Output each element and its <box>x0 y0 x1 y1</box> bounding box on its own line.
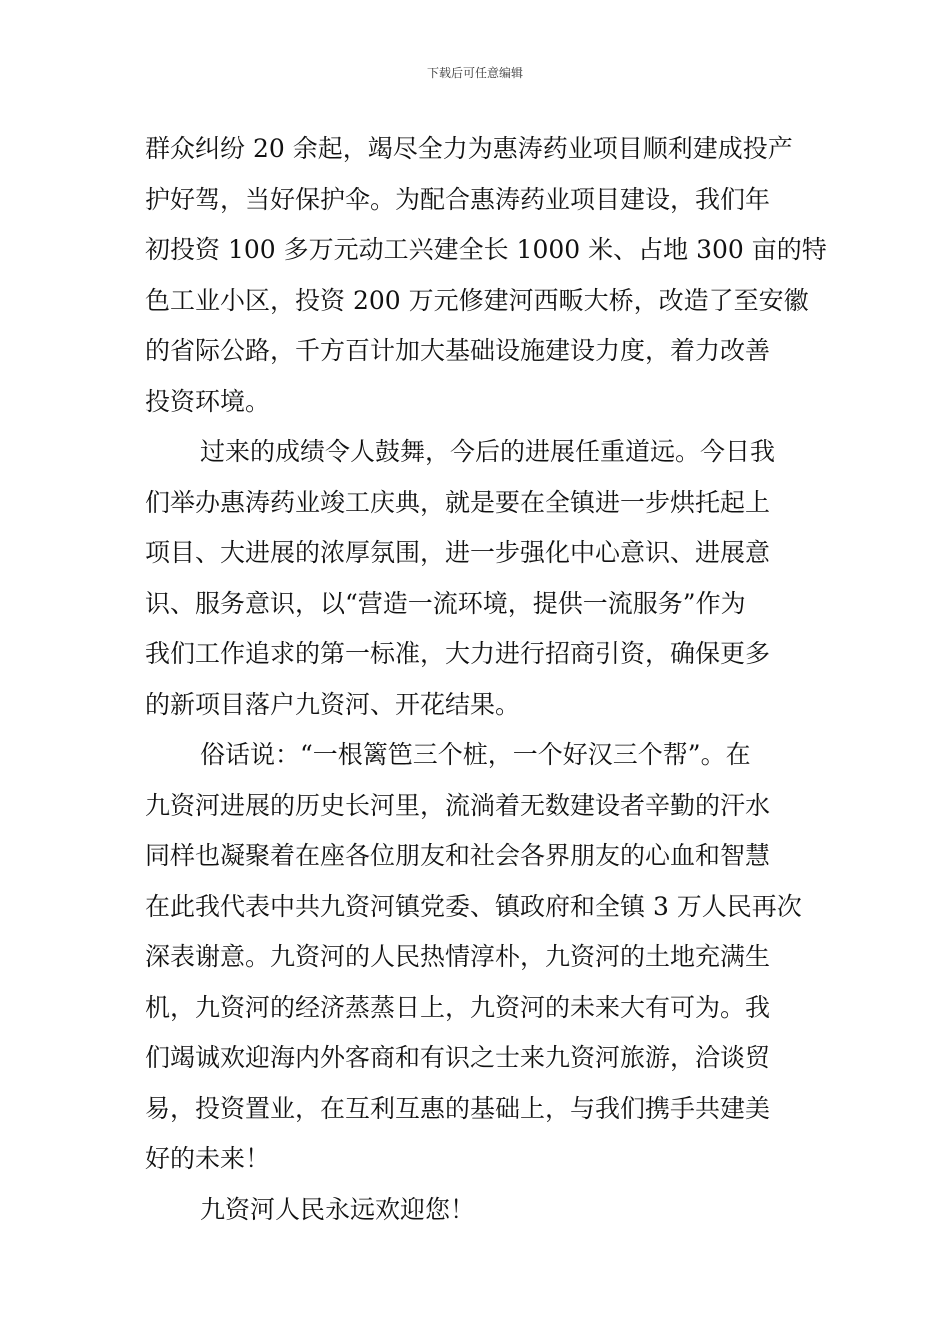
text-line: 护好驾，当好保护伞。为配合惠涛药业项目建设，我们年 <box>145 184 771 214</box>
text-line: 的新项目落户九资河、开花结果。 <box>145 689 521 719</box>
text-line: 群众纠纷 20 余起，竭尽全力为惠涛药业项目顺利建成投产 <box>145 134 793 163</box>
text-line: 们竭诚欢迎海内外客商和有识之士来九资河旅游，洽谈贸 <box>145 1043 771 1072</box>
text-line: 的省际公路，千方百计加大基础设施建设力度，着力改善 <box>145 336 771 365</box>
text-line: 识、服务意识，以“营造一流环境，提供一流服务”作为 <box>145 588 746 618</box>
paragraph-start-line: 俗话说：“一根篱笆三个桩，一个好汉三个帮”。在 <box>200 740 751 769</box>
text-line: 投资环境。 <box>145 386 271 416</box>
page-header: 下载后可任意编辑 <box>426 66 523 80</box>
text-line: 初投资 100 多万元动工兴建全长 1000 米、占地 300 亩的特 <box>145 235 827 264</box>
text-line: 九资河进展的历史长河里，流淌着无数建设者辛勤的汗水 <box>145 790 771 820</box>
text-line: 深表谢意。九资河的人民热情淳朴，九资河的土地充满生 <box>145 942 771 971</box>
closing-line: 九资河人民永远欢迎您！ <box>200 1194 476 1224</box>
document-body <box>145 124 827 1235</box>
text-line: 在此我代表中共九资河镇党委、镇政府和全镇 3 万人民再次 <box>145 891 802 921</box>
text-line: 好的未来！ <box>145 1144 271 1173</box>
text-line: 我们工作追求的第一标准，大力进行招商引资，确保更多 <box>145 639 771 668</box>
text-line: 们举办惠涛药业竣工庆典，就是要在全镇进一步烘托起上 <box>145 487 771 517</box>
text-line: 机，九资河的经济蒸蒸日上，九资河的未来大有可为。我 <box>145 992 771 1022</box>
text-line: 项目、大进展的浓厚氛围，进一步强化中心意识、进展意 <box>145 538 771 567</box>
paragraph-start-line: 过来的成绩令人鼓舞，今后的进展任重道远。今日我 <box>200 437 776 466</box>
text-line: 易，投资置业，在互利互惠的基础上，与我们携手共建美 <box>145 1093 771 1123</box>
text-line: 色工业小区，投资 200 万元修建河西畈大桥，改造了至安徽 <box>145 285 809 315</box>
text-line: 同样也凝聚着在座各位朋友和社会各界朋友的心血和智慧 <box>145 841 771 870</box>
